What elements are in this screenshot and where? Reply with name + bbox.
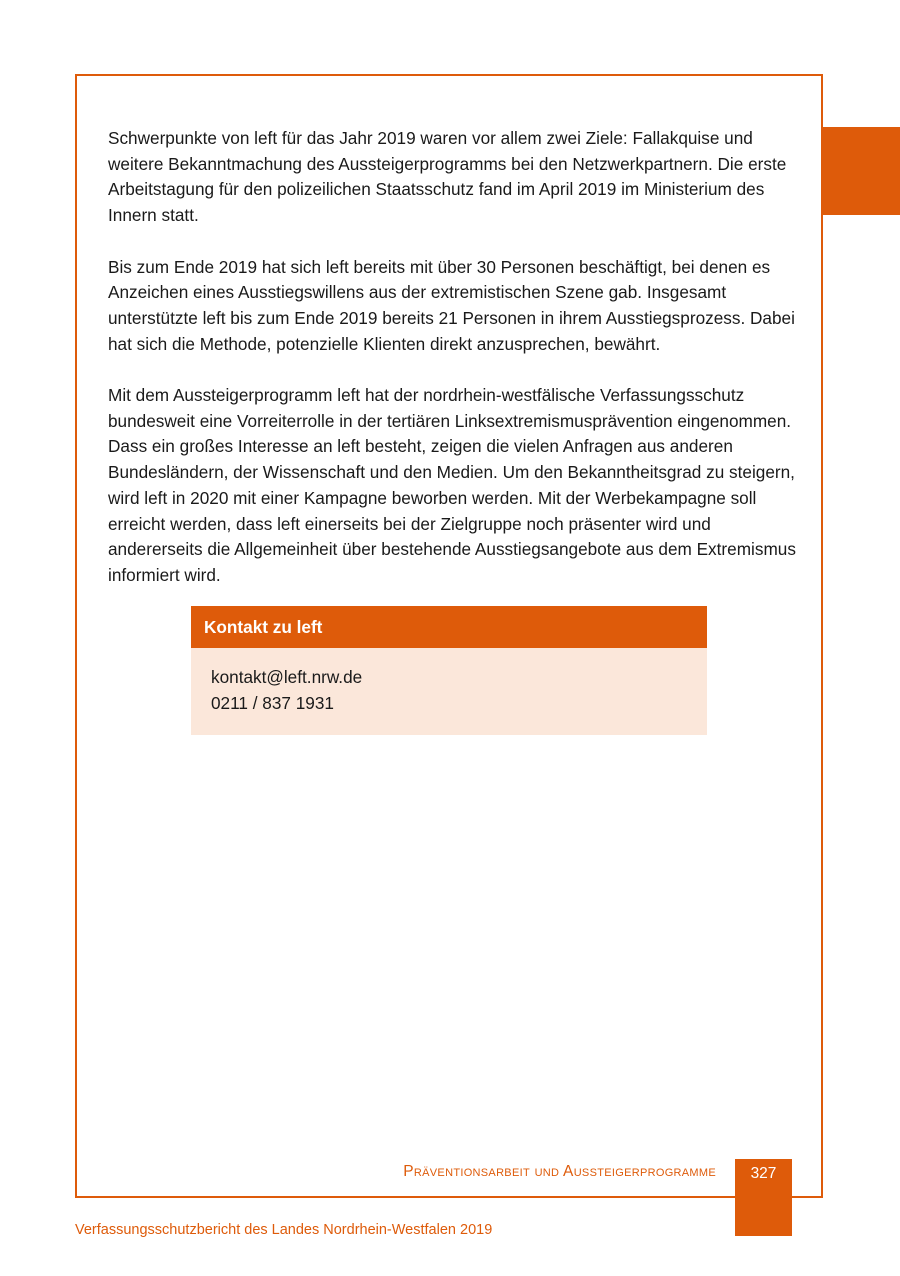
paragraph-pioneer-role: Mit dem Aussteigerprogramm left hat der nordrhein-westfälische Verfassungsschutz bundesweit eine Vorreiterrolle in der tertiären Linksextremismusprävention eingenommen. Dass ein großes Interesse an left besteht, zeigen die vielen Anfragen aus anderen Bundesländern, der Wissenschaft und den Medien. Um den Bekanntheitsgrad zu steigern, wird left in 2020 mit einer Kampagne beworben werden. Mit der Werbekampagne soll erreicht werden, dass left einerseits bei der Zielgruppe noch präsenter wird und andererseits die Allgemeinheit über bestehende Ausstiegsangebote aus dem Extremismus informiert wird. (108, 385, 796, 585)
page-number: 327 (750, 1165, 777, 1182)
contact-box-body (191, 648, 707, 716)
page-number-tab (735, 1159, 792, 1236)
contact-box (191, 606, 707, 735)
contact-phone: 0211 / 837 1931 (211, 692, 334, 713)
contact-email-link[interactable]: kontakt@left.nrw.de (211, 667, 363, 687)
paragraph-results-2019: Bis zum Ende 2019 hat sich left bereits mit über 30 Personen beschäftigt, bei denen es Anzeichen eines Ausstiegswillens aus der extremistischen Szene gab. Insgesamt unterstützte left bis zum Ende 2019 bereits 21 Personen in ihrem Ausstiegsprozess. Dabei hat sich die Methode, potenzielle Klienten direkt anzusprechen, bewährt. (108, 256, 795, 354)
contact-box-title: Kontakt zu left (191, 606, 707, 648)
report-title: Verfassungsschutzbericht des Landes Nordrhein-Westfalen 2019 (75, 1222, 493, 1238)
footer-section-title: Präventionsarbeit und Aussteigerprogramme (403, 1163, 716, 1180)
body-text (108, 126, 798, 614)
paragraph-focus-2019: Schwerpunkte von left für das Jahr 2019 waren vor allem zwei Ziele: Fallakquise und weitere Bekanntmachung des Aussteigerprogramms bei den Netzwerkpartnern. Die erste Arbeitstagung für den polizeilichen Staatsschutz fand im April 2019 im Ministerium des Innern statt. (108, 128, 787, 226)
chapter-side-tab (823, 127, 900, 215)
